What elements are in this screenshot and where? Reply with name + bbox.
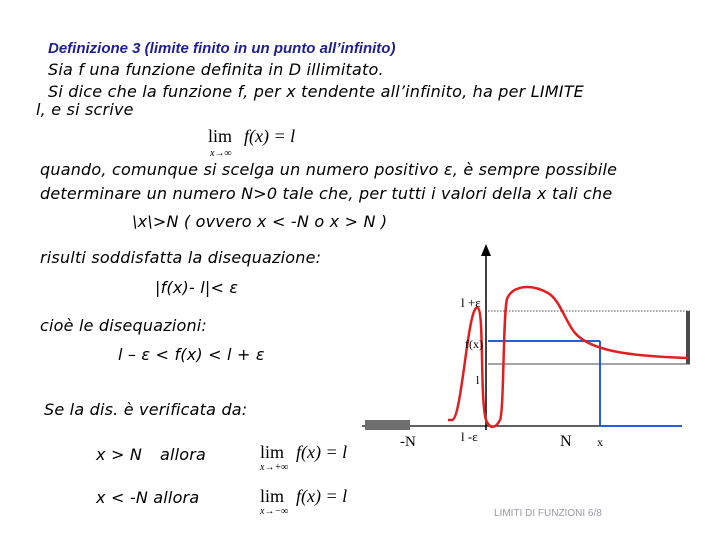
lim-subscript: x→−∞ <box>260 506 289 517</box>
case-2-condition: x < -N allora <box>96 488 200 507</box>
lim-expression: f(x) = l <box>296 442 348 462</box>
label-l-plus-epsilon: l +ε <box>461 295 481 310</box>
label-l-minus-epsilon: l -ε <box>461 429 478 444</box>
inequality-abs: |f(x)- l|< ε <box>155 278 239 297</box>
band-end-marker <box>686 311 690 364</box>
condition-text: \x\>N ( ovvero x < -N o x > N ) <box>132 212 388 231</box>
label-minus-n: -N <box>400 434 416 450</box>
y-axis-arrow-icon <box>481 244 491 256</box>
case-1-condition: x > N <box>96 445 143 464</box>
label-x: x <box>597 435 603 449</box>
lim-symbol: lim <box>260 442 285 462</box>
label-fx: f(x) <box>465 337 483 351</box>
lim-symbol: lim <box>260 486 285 506</box>
lim-subscript: x→∞ <box>210 148 232 159</box>
case-1-word: allora <box>160 445 207 464</box>
text-line-1: Sia f una funzione definita in D illimitato. <box>48 60 384 79</box>
text-line-7: cioè le disequazioni: <box>40 316 208 335</box>
text-line-5: determinare un numero N>0 tale che, per tutti i valori della x tali che <box>40 184 613 203</box>
label-n: N <box>560 433 572 450</box>
text-line-4: quando, comunque si scelga un numero positivo ε, è sempre possibile <box>40 160 618 179</box>
text-line-6: risulti soddisfatta la disequazione: <box>40 248 322 267</box>
text-line-3: l, e si scrive <box>36 100 134 119</box>
inequalities-double: l – ε < f(x) < l + ε <box>118 345 265 364</box>
lim-expression: f(x) = l <box>296 486 348 506</box>
text-line-8: Se la dis. è verificata da: <box>44 400 248 419</box>
lim-symbol: lim <box>208 126 233 146</box>
lim-subscript: x→+∞ <box>260 462 289 473</box>
text-line-2: Si dice che la funzione f, per x tendente all’infinito, ha per LIMITE <box>48 82 584 101</box>
definition-title: Definizione 3 (limite finito in un punto all’infinito) <box>48 40 396 57</box>
slide-footer: LIMITI DI FUNZIONI 6/8 <box>494 508 602 519</box>
minus-n-interval-bar <box>365 420 410 430</box>
lim-expression: f(x) = l <box>244 126 296 146</box>
label-l: l <box>476 373 480 387</box>
function-curve <box>448 287 688 427</box>
